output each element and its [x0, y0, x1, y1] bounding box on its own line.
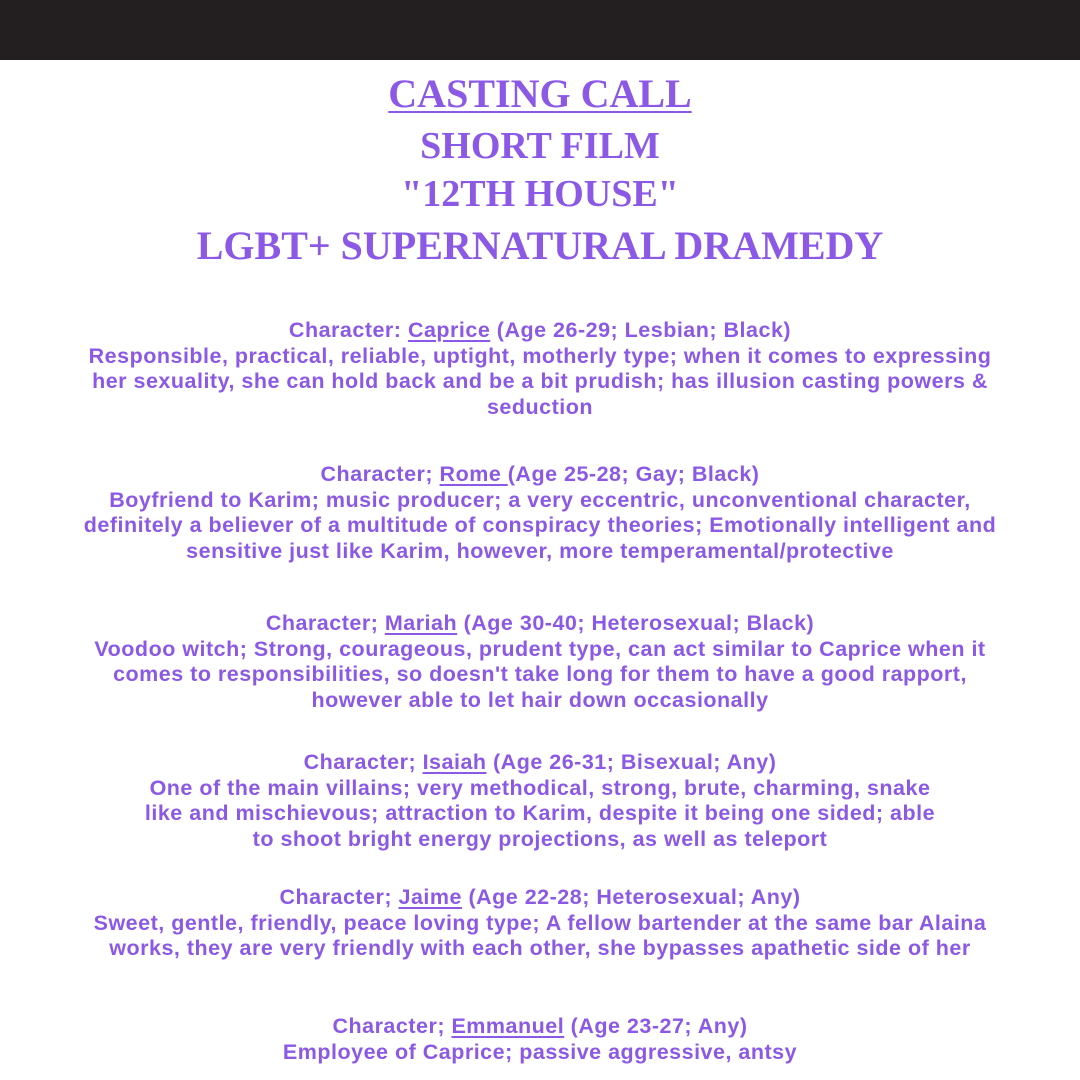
role-prefix: Character;	[303, 750, 423, 774]
role-block-caprice	[0, 318, 1080, 420]
role-description-line: Boyfriend to Karim; music producer; a very eccentric, unconventional character,	[109, 487, 971, 512]
role-details: (Age 30-40; Heterosexual; Black)	[457, 611, 815, 635]
role-details: (Age 23-27; Any)	[564, 1014, 748, 1038]
role-description-line: sensitive just like Karim, however, more temperamental/protective	[186, 538, 894, 563]
role-block-emmanuel	[0, 1014, 1080, 1065]
role-description-line: to shoot bright energy projections, as well as teleport	[252, 826, 828, 851]
role-header	[0, 611, 1080, 637]
top-bar	[0, 0, 1080, 60]
casting-call-heading: CASTING CALL	[388, 71, 692, 116]
film-title-heading: "12TH HOUSE"	[401, 173, 679, 215]
role-prefix: Character;	[265, 611, 385, 635]
role-details: (Age 22-28; Heterosexual; Any)	[461, 885, 801, 909]
genre-heading: LGBT+ SUPERNATURAL DRAMEDY	[196, 223, 884, 268]
role-name: Mariah	[384, 611, 458, 635]
role-block-mariah	[0, 611, 1080, 713]
role-name: Jaime	[398, 885, 462, 909]
role-block-jaime	[0, 885, 1080, 962]
role-header	[0, 1014, 1080, 1040]
role-description-line: works, they are very friendly with each other, she bypasses apathetic side of her	[109, 936, 971, 960]
role-description-line: Responsible, practical, reliable, uptight, motherly type; when it comes to expressing	[88, 343, 992, 368]
role-name: Rome	[439, 462, 508, 486]
role-description-line: Sweet, gentle, friendly, peace loving type; A fellow bartender at the same bar Alaina	[93, 910, 987, 935]
role-name: Isaiah	[422, 750, 487, 774]
role-header	[0, 750, 1080, 776]
role-details: (Age 26-29; Lesbian; Black)	[490, 318, 792, 342]
role-details: (Age 25-28; Gay; Black)	[507, 462, 760, 486]
role-description-line: her sexuality, she can hold back and be a bit prudish; has illusion casting powers &	[92, 369, 988, 393]
role-details: (Age 26-31; Bisexual; Any)	[486, 750, 777, 774]
role-header	[0, 462, 1080, 488]
role-description-line: One of the main villains; very methodical, strong, brute, charming, snake	[149, 775, 931, 800]
role-description-line: like and mischievous; attraction to Karim, despite it being one sided; able	[144, 801, 936, 825]
role-description-line: however able to let hair down occasionally	[311, 687, 769, 712]
role-prefix: Character:	[288, 318, 408, 342]
role-header	[0, 318, 1080, 344]
role-description-line: Voodoo witch; Strong, courageous, prudent type, can act similar to Caprice when it	[94, 636, 986, 661]
role-header	[0, 885, 1080, 911]
role-name: Caprice	[407, 318, 491, 342]
role-prefix: Character;	[320, 462, 440, 486]
role-block-isaiah	[0, 750, 1080, 852]
role-name: Emmanuel	[451, 1014, 565, 1038]
role-description-line: seduction	[486, 394, 594, 419]
role-prefix: Character;	[279, 885, 399, 909]
short-film-heading: SHORT FILM	[420, 125, 660, 167]
role-description-line: definitely a believer of a multitude of conspiracy theories; Emotionally intelligent and	[83, 513, 997, 537]
role-block-rome	[0, 462, 1080, 564]
role-description-line: Employee of Caprice; passive aggressive, antsy	[282, 1039, 798, 1064]
role-prefix: Character;	[332, 1014, 452, 1038]
role-description-line: comes to responsibilities, so doesn't take long for them to have a good rapport,	[113, 662, 967, 686]
